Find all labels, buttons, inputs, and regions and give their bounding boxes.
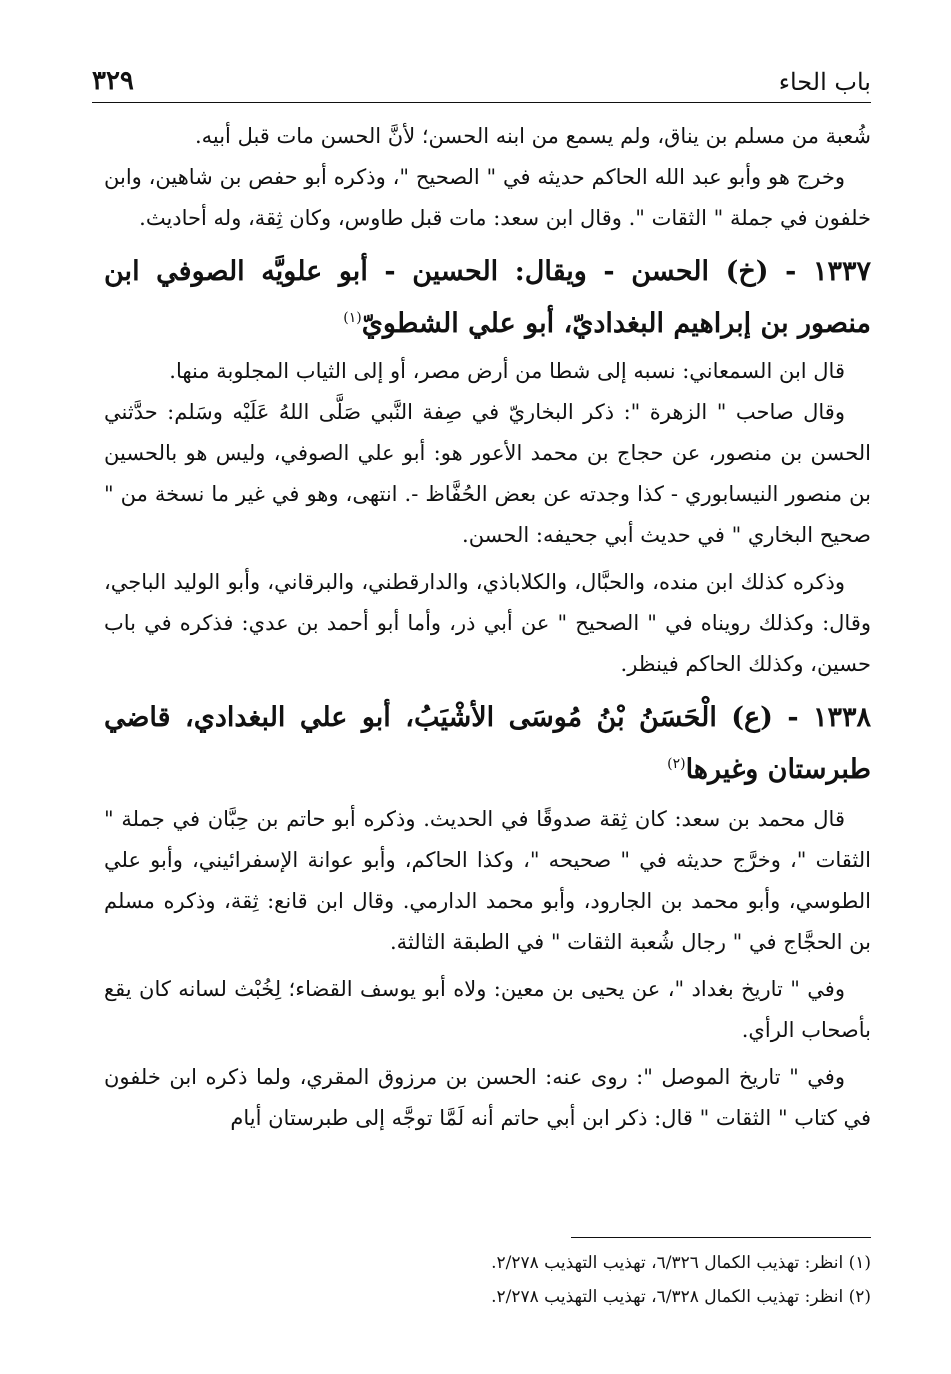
paragraph: وفي " تاريخ الموصل ": روى عنه: الحسن بن مرزوق المقري، ولما ذكره ابن خلفون في كتاب " الثقات " قال: ذكر ابن أبي حاتم أنه لَمَّا توجَّه إلى طبرستان أيام: [104, 1065, 871, 1130]
paragraph: وذكره كذلك ابن منده، والحبَّال، والكلاباذي، والدارقطني، والبرقاني، وأبو الوليد الباجي، وقال: وكذلك رويناه في " الصحيح " عن أبي ذر، وأما أبو أحمد بن عدي: فذكره في باب حسين، وكذلك الحاكم فينظر.: [104, 570, 871, 676]
main-text: [104, 116, 871, 1139]
entry-heading-1338: [104, 695, 871, 793]
paragraph: شُعبة من مسلم بن يناق، ولم يسمع من ابنه الحسن؛ لأنَّ الحسن مات قبل أبيه.: [194, 124, 871, 148]
paragraph: قال ابن السمعاني: نسبه إلى شطا من أرض مصر، أو إلى الثياب المجلوبة منها.: [169, 359, 845, 383]
footnote-ref: (٢): [667, 756, 686, 772]
entry-heading-1337: [104, 249, 871, 347]
paragraph: وخرج هو وأبو عبد الله الحاكم حديثه في " الصحيح "، وذكره أبو حفص بن شاهين، وابن خلفون في جملة " الثقات ". وقال ابن سعد: مات قبل طاوس، وكان ثِقة، وله أحاديث.: [104, 165, 871, 230]
paragraph: وفي " تاريخ بغداد "، عن يحيى بن معين: ولاه أبو يوسف القضاء؛ لِخُبْث لسانه كان يقع بأصحاب الرأي.: [104, 977, 871, 1042]
footnote-ref: (١): [343, 310, 362, 326]
footnotes: [104, 1246, 871, 1314]
running-header: [92, 56, 871, 103]
footnote: (٢) انظر: تهذيب الكمال ٦/٣٢٨، تهذيب التهذيب ٢/٢٧٨.: [491, 1287, 871, 1307]
entry-title: ١٣٣٧ - (خ) الحسن - ويقال: الحسين - أبو علويَّه الصوفي ابن منصور بن إبراهيم البغداديّ، أبو علي الشطويّ: [104, 256, 871, 339]
page-number: ٣٢٩: [92, 66, 134, 96]
footnote: (١) انظر: تهذيب الكمال ٦/٣٢٦، تهذيب التهذيب ٢/٢٧٨.: [491, 1253, 871, 1273]
paragraph: قال محمد بن سعد: كان ثِقة صدوقًا في الحديث. وذكره أبو حاتم بن حِبَّان في جملة " الثقات "، وخرَّج حديثه في " صحيحه "، وكذا الحاكم، وأبو عوانة الإسفرائيني، وأبو علي الطوسي، وأبو محمد بن الجارود، وأبو محمد الدارمي. وقال ابن قانع: ثِقة، وذكره مسلم بن الحجَّاج في " رجال شُعبة الثقات " في الطبقة الثالثة.: [104, 807, 871, 954]
paragraph: وقال صاحب " الزهرة ": ذكر البخاريّ في صِفة النَّبي صَلَّى اللهُ عَلَيْه وسَلم: حدَّثني الحسن بن منصور، عن حجاج بن محمد الأعور هو: أبو علي الصوفي، وليس هو بالحسين بن منصور النيسابوري - كذا وجدته عن بعض الحُفَّاظ -. انتهى، وهو في غير ما نسخة من " صحيح البخاري " في حديث أبي جحيفه: الحسن.: [104, 400, 871, 547]
chapter-title: باب الحاء: [778, 68, 871, 96]
footnote-divider: [571, 1237, 871, 1238]
entry-title: ١٣٣٨ - (ع) الْحَسَنُ بْنُ مُوسَى الأشْيَبُ، أبو علي البغدادي، قاضي طبرستان وغيرها: [104, 702, 871, 785]
